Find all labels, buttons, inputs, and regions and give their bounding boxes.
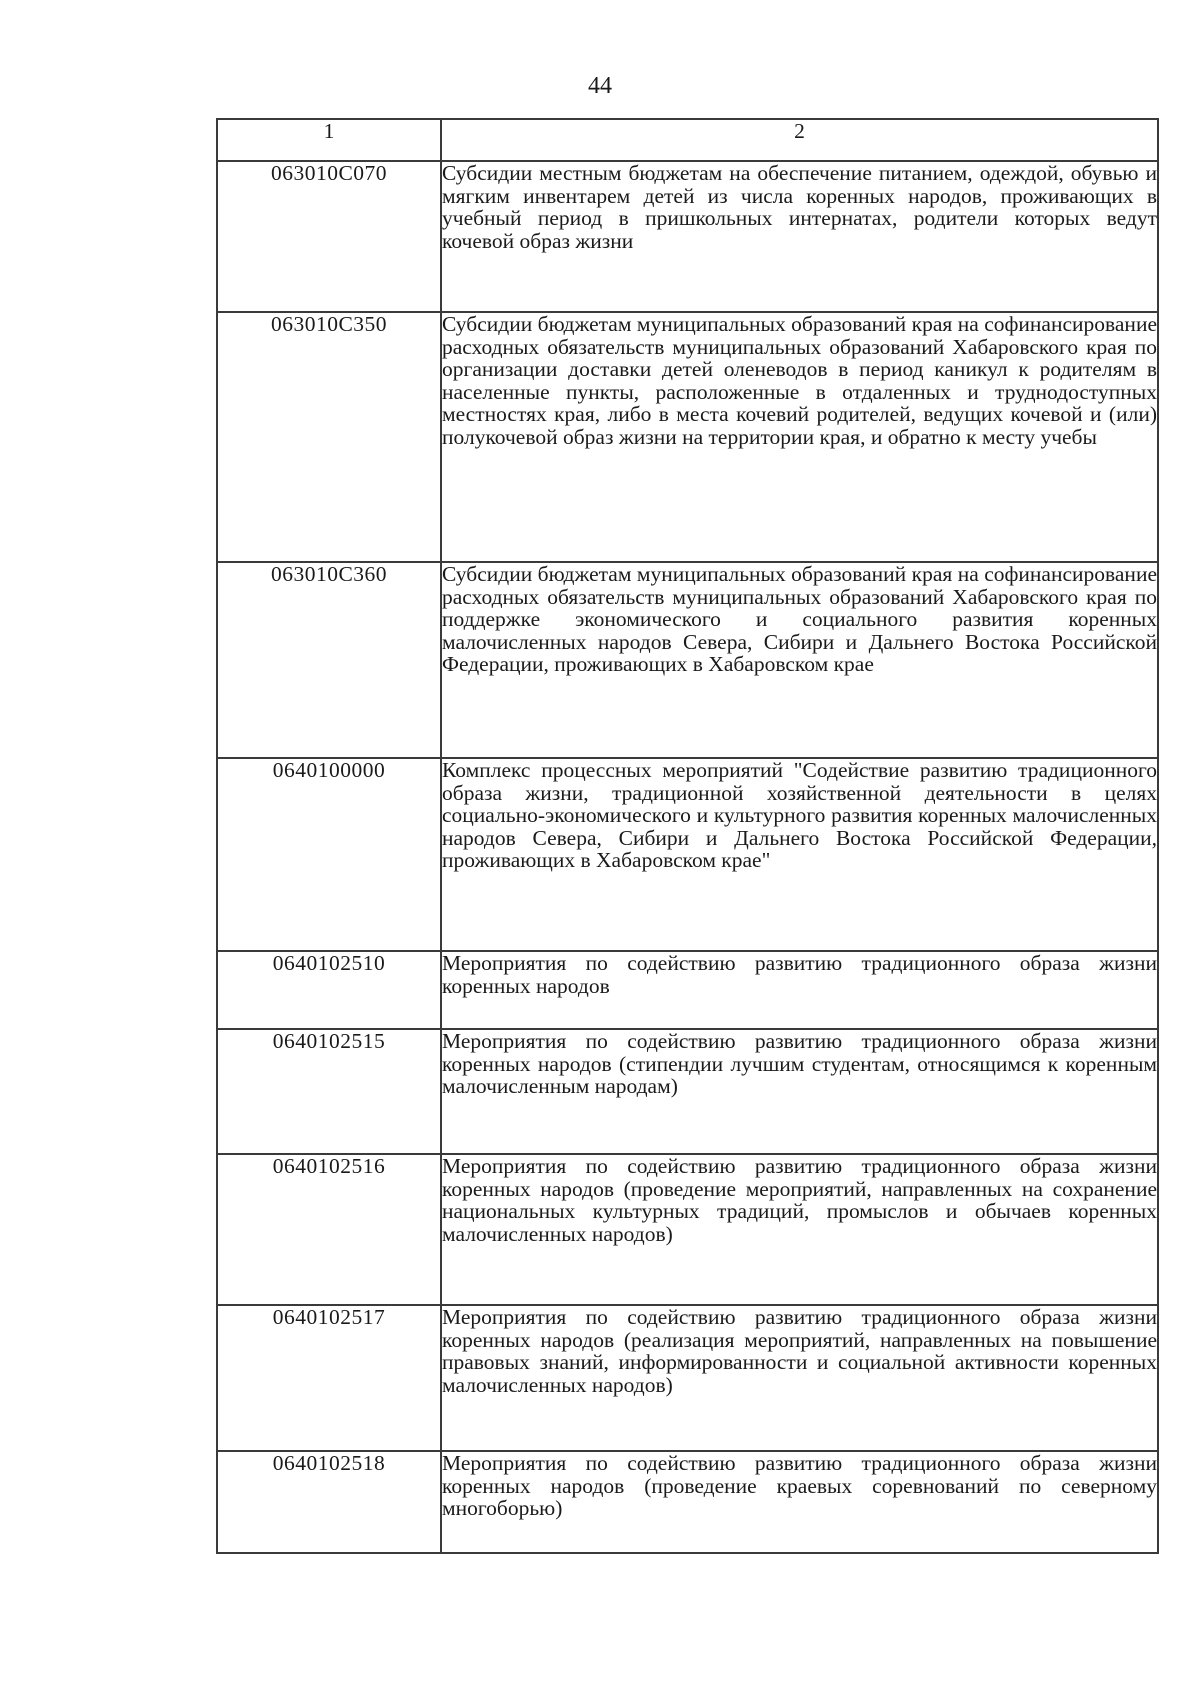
row-code: 0640102516 <box>217 1154 441 1305</box>
row-description: Мероприятия по содействию развитию традиционного образа жизни коренных народов (проведение мероприятий, направленных на сохранение национальных культурных традиций, промыслов и обычаев коренных малочисленных народов) <box>441 1154 1158 1305</box>
row-code: 0640102515 <box>217 1029 441 1154</box>
table-row <box>217 312 1158 562</box>
row-code: 063010С360 <box>217 562 441 758</box>
row-description: Субсидии местным бюджетам на обеспечение питанием, одеждой, обувью и мягким инвентарем детей из числа коренных народов, проживающих в учебный период в пришкольных интернатах, родители которых ведут кочевой образ жизни <box>441 161 1158 312</box>
table-row <box>217 562 1158 758</box>
row-code: 063010С350 <box>217 312 441 562</box>
table-row <box>217 161 1158 312</box>
column-header-code: 1 <box>217 119 441 161</box>
table-row <box>217 1029 1158 1154</box>
table-row <box>217 1451 1158 1553</box>
row-code: 0640100000 <box>217 758 441 951</box>
row-description: Субсидии бюджетам муниципальных образований края на софинансирование расходных обязательств муниципальных образований Хабаровского края по организации доставки детей оленеводов в период каникул к родителям в населенные пункты, расположенные в отдаленных и труднодоступных местностях края, либо в места кочевий родителей, ведущих кочевой и (или) полукочевой образ жизни на территории края, и обратно к месту учебы <box>441 312 1158 562</box>
row-description: Мероприятия по содействию развитию традиционного образа жизни коренных народов <box>441 951 1158 1029</box>
row-code: 063010С070 <box>217 161 441 312</box>
row-description: Субсидии бюджетам муниципальных образований края на софинансирование расходных обязательств муниципальных образований Хабаровского края по поддержке экономического и социального развития коренных малочисленных народов Севера, Сибири и Дальнего Востока Российской Федерации, проживающих в Хабаровском крае <box>441 562 1158 758</box>
table-row <box>217 1305 1158 1451</box>
page-number: 44 <box>588 73 612 99</box>
row-code: 0640102517 <box>217 1305 441 1451</box>
row-description: Мероприятия по содействию развитию традиционного образа жизни коренных народов (стипендии лучшим студентам, относящимся к коренным малочисленным народам) <box>441 1029 1158 1154</box>
table-row <box>217 951 1158 1029</box>
budget-classification-table <box>216 118 1159 1554</box>
row-code: 0640102510 <box>217 951 441 1029</box>
table-header-row <box>217 119 1158 161</box>
row-description: Комплекс процессных мероприятий "Содействие развитию традиционного образа жизни, традиционной хозяйственной деятельности в целях социально-экономического и культурного развития коренных малочисленных народов Севера, Сибири и Дальнего Востока Российской Федерации, проживающих в Хабаровском крае" <box>441 758 1158 951</box>
row-code: 0640102518 <box>217 1451 441 1553</box>
table-row <box>217 1154 1158 1305</box>
row-description: Мероприятия по содействию развитию традиционного образа жизни коренных народов (реализация мероприятий, направленных на повышение правовых знаний, информированности и социальной активности коренных малочисленных народов) <box>441 1305 1158 1451</box>
column-header-description: 2 <box>441 119 1158 161</box>
row-description: Мероприятия по содействию развитию традиционного образа жизни коренных народов (проведение краевых соревнований по северному многоборью) <box>441 1451 1158 1553</box>
table-row <box>217 758 1158 951</box>
